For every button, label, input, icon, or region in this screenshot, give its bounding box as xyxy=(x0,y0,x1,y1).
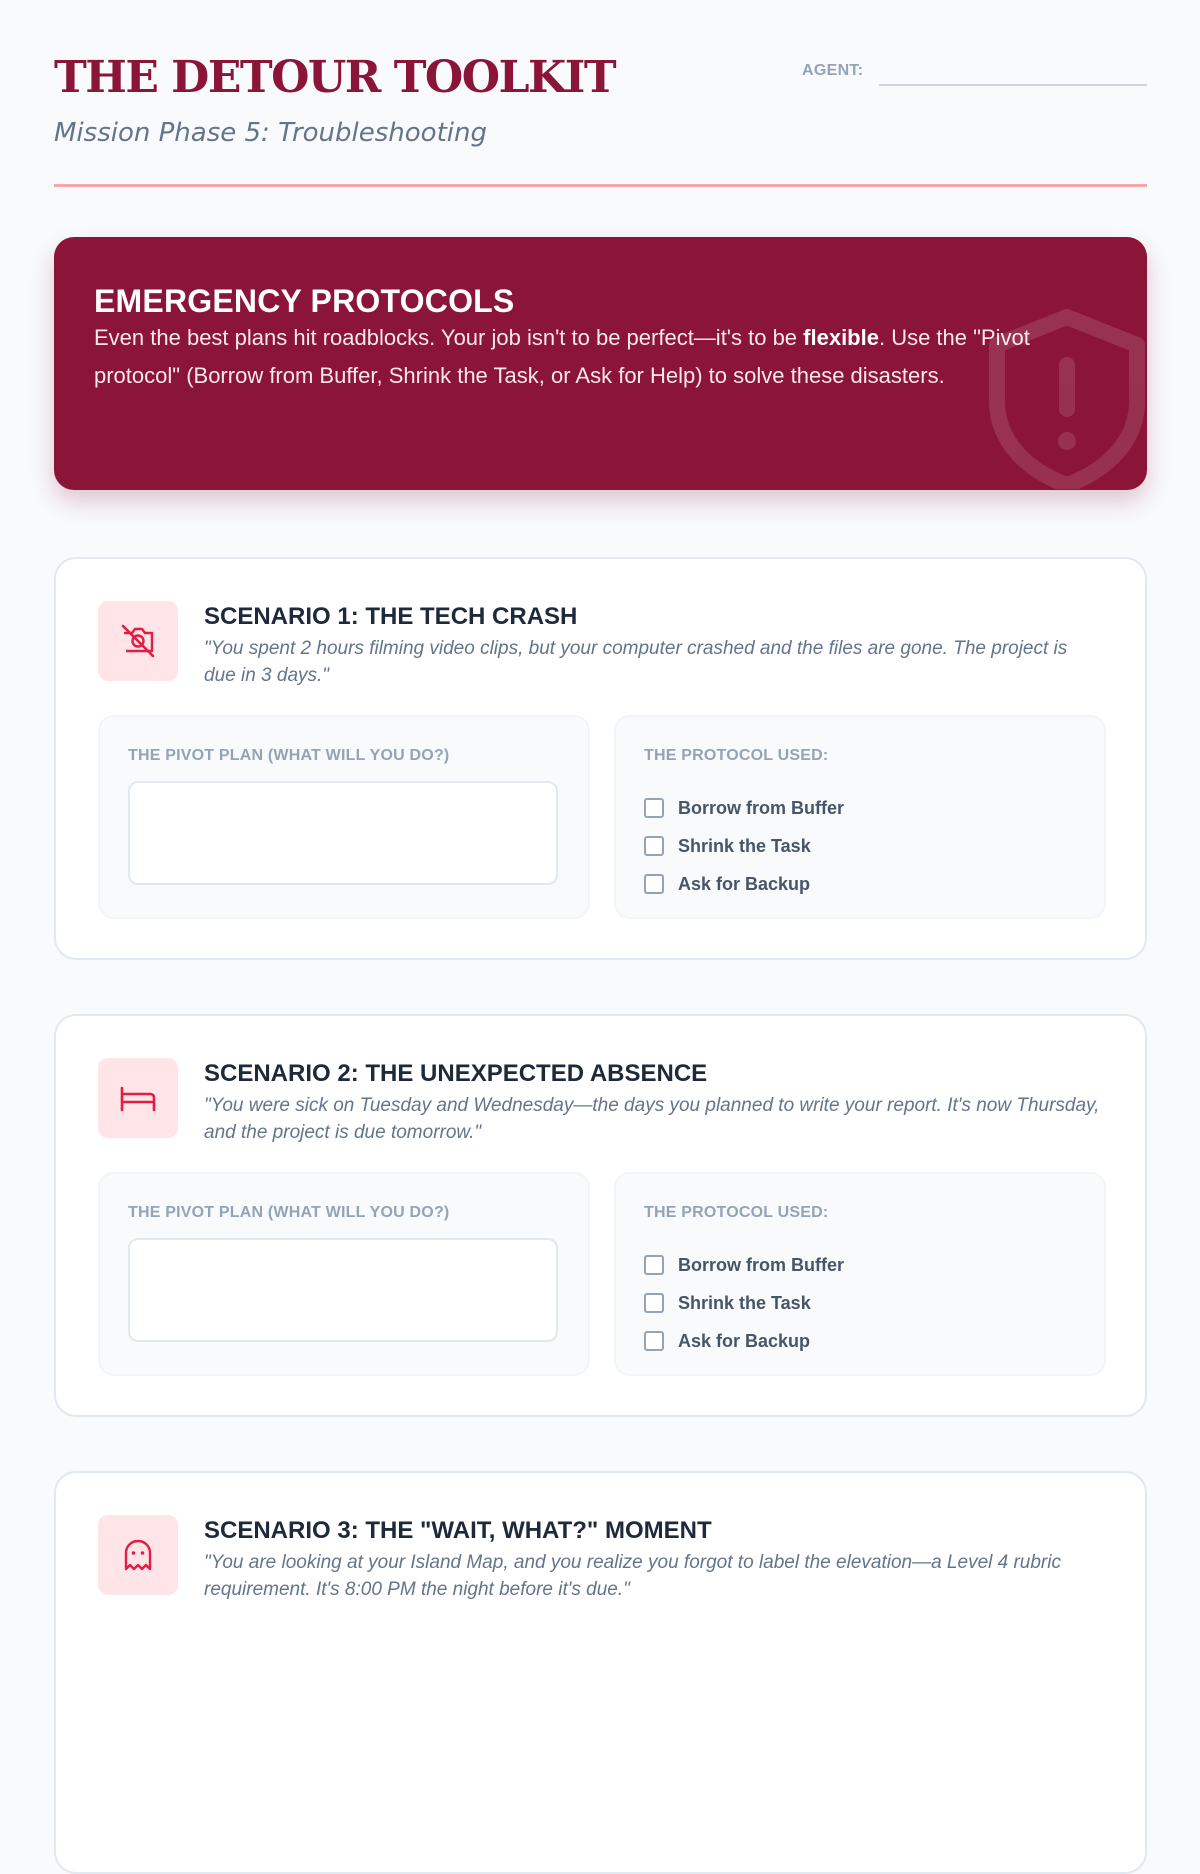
option-label: Borrow from Buffer xyxy=(678,797,844,818)
protocol-option-borrow[interactable] xyxy=(644,1246,844,1284)
scenario-1-protocol-panel xyxy=(614,715,1106,919)
protocol-option-backup[interactable] xyxy=(644,865,844,903)
banner-text-bold: flexible xyxy=(803,325,879,350)
checkbox[interactable] xyxy=(644,798,664,818)
banner-title: EMERGENCY PROTOCOLS xyxy=(94,283,515,319)
scenario-3-icon-box xyxy=(98,1515,178,1595)
scenario-2-title: SCENARIO 2: THE UNEXPECTED ABSENCE xyxy=(204,1060,708,1087)
checkbox[interactable] xyxy=(644,1331,664,1351)
scenario-1-icon-box xyxy=(98,601,178,681)
scenario-card-1 xyxy=(54,557,1147,960)
scenario-1-pivot-plan-input[interactable] xyxy=(128,781,558,885)
camera-off-icon xyxy=(118,621,158,661)
scenario-card-3 xyxy=(54,1471,1147,1874)
ghost-icon xyxy=(118,1535,158,1575)
option-label: Borrow from Buffer xyxy=(678,1254,844,1275)
protocol-option-shrink[interactable] xyxy=(644,827,844,865)
agent-name-line[interactable] xyxy=(879,84,1147,86)
bed-icon xyxy=(118,1078,158,1118)
protocol-options xyxy=(644,1246,844,1360)
shield-alert-icon xyxy=(987,309,1147,489)
pivot-plan-label: THE PIVOT PLAN (WHAT WILL YOU DO?) xyxy=(128,1204,450,1221)
banner-text-part1: Even the best plans hit roadblocks. Your job isn't to be perfect—it's to be xyxy=(94,325,804,350)
option-label: Ask for Backup xyxy=(678,1330,811,1351)
protocol-used-label: THE PROTOCOL USED: xyxy=(644,1204,829,1221)
protocol-option-backup[interactable] xyxy=(644,1322,844,1360)
page-subtitle: Mission Phase 5: Troubleshooting xyxy=(54,118,487,148)
agent-label: AGENT: xyxy=(802,62,864,79)
checkbox[interactable] xyxy=(644,836,664,856)
scenario-1-quote: "You spent 2 hours filming video clips, but your computer crashed and the files are gone. The project is due in 3 days." xyxy=(204,638,1068,686)
checkbox[interactable] xyxy=(644,1255,664,1275)
scenario-2-pivot-plan-input[interactable] xyxy=(128,1238,558,1342)
protocol-used-label: THE PROTOCOL USED: xyxy=(644,747,829,764)
scenario-2-protocol-panel xyxy=(614,1172,1106,1376)
scenario-1-title: SCENARIO 1: THE TECH CRASH xyxy=(204,603,578,630)
scenario-card-2 xyxy=(54,1014,1147,1417)
worksheet-page xyxy=(54,0,1147,1600)
checkbox[interactable] xyxy=(644,1293,664,1313)
scenario-3-quote: "You are looking at your Island Map, and you realize you forgot to label the elevation—a Level 4 rubric requirement. It's 8:00 PM the night before it's due." xyxy=(204,1552,1061,1600)
pivot-plan-label: THE PIVOT PLAN (WHAT WILL YOU DO?) xyxy=(128,747,450,764)
checkbox[interactable] xyxy=(644,874,664,894)
protocol-option-borrow[interactable] xyxy=(644,789,844,827)
agent-field[interactable] xyxy=(802,60,1147,88)
protocol-options xyxy=(644,789,844,903)
scenario-2-pivot-plan-panel xyxy=(98,1172,590,1376)
option-label: Shrink the Task xyxy=(678,1292,811,1313)
scenario-2-quote: "You were sick on Tuesday and Wednesday—the days you planned to write your report. It's now Thursday, and the project is due tomorrow." xyxy=(204,1095,1100,1143)
banner-text xyxy=(94,319,1094,395)
emergency-protocols-banner xyxy=(54,237,1147,490)
scenario-2-icon-box xyxy=(98,1058,178,1138)
option-label: Ask for Backup xyxy=(678,873,811,894)
page-header xyxy=(54,0,1147,187)
banner-text-part2: . Use the "Pivot protocol" (Borrow from Buffer, Shrink the Task, or Ask for Help) to solve these disasters. xyxy=(94,325,1030,388)
protocol-option-shrink[interactable] xyxy=(644,1284,844,1322)
scenario-3-title: SCENARIO 3: THE "WAIT, WHAT?" MOMENT xyxy=(204,1517,712,1544)
scenario-1-pivot-plan-panel xyxy=(98,715,590,919)
page-title: THE DETOUR TOOLKIT xyxy=(54,52,616,103)
option-label: Shrink the Task xyxy=(678,835,811,856)
